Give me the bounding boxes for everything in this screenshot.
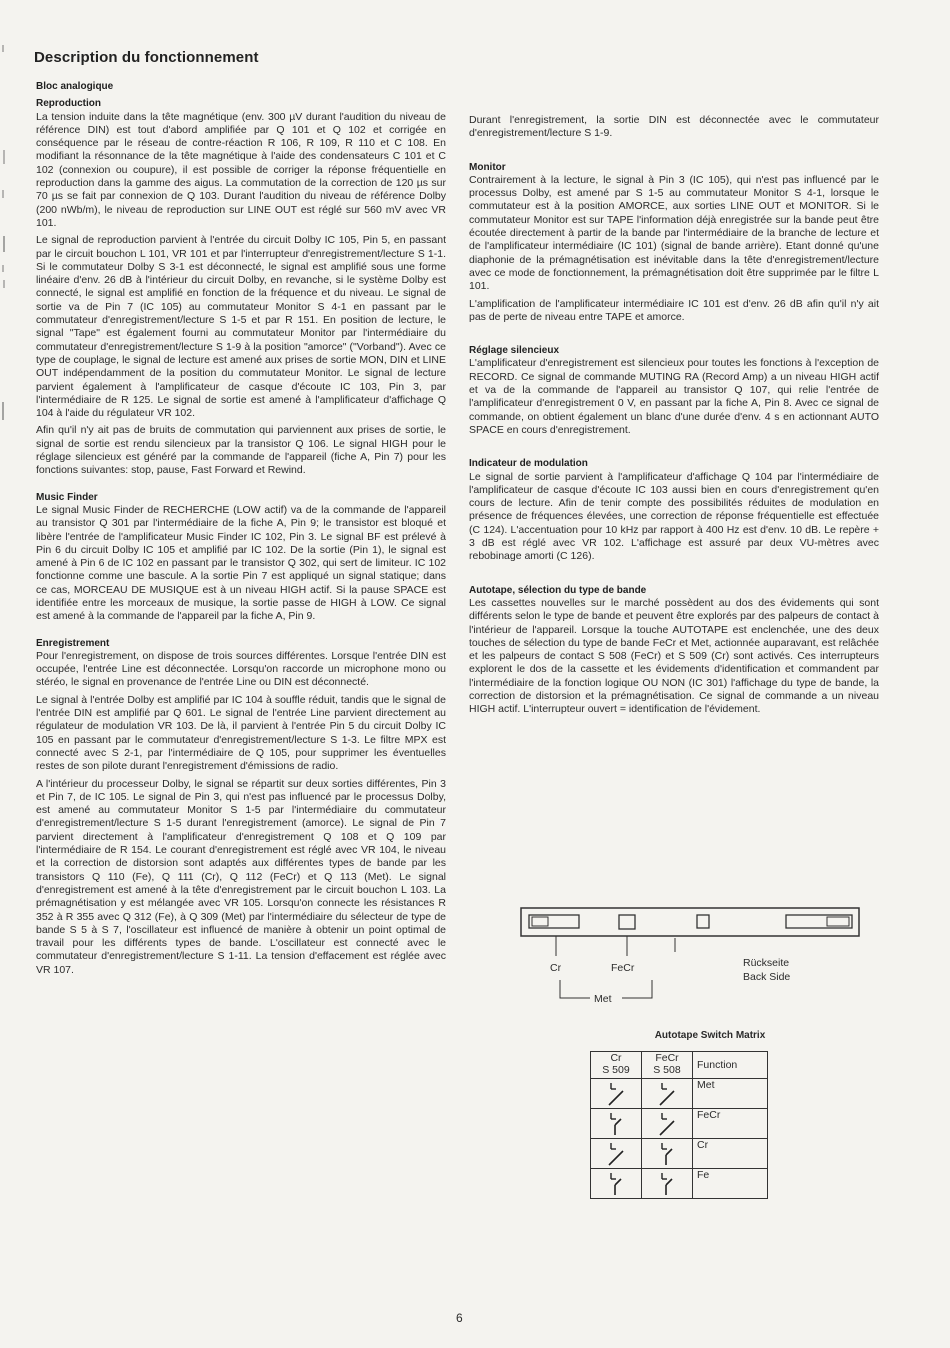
page-number: 6 (456, 1311, 463, 1325)
section-heading-autotape: Autotape, sélection du type de bande (469, 584, 647, 596)
switch-closed-icon (591, 1079, 642, 1109)
header-s509: Cr S 509 (591, 1052, 642, 1079)
switch-open-icon (642, 1169, 693, 1199)
page-title: Description du fonctionnement (34, 49, 259, 66)
header-s508: FeCr S 508 (642, 1052, 693, 1079)
function-cell: Met (693, 1079, 768, 1109)
section-heading-bloc: Bloc analogique (36, 81, 114, 92)
table-row (591, 1169, 768, 1199)
switch-open-icon (591, 1109, 642, 1139)
section-heading-reglage: Réglage silencieux (469, 345, 560, 357)
cassette-diagram-svg (516, 898, 876, 1018)
section-heading-music-finder: Music Finder (36, 491, 98, 503)
function-cell: Cr (693, 1139, 768, 1169)
paragraph: Contrairement à la lecture, le signal à Pin 3 (IC 105), qui n'est pas influencé par le processus Dolby, est amené par S 1-5 au commutateur Monitor S 4-1, lorsque le commutateur est à la position AMORCE, aux sorties LINE OUT et MONITOR. Si le commutateur Monitor est sur TAPE l'information déjà enregistrée sur la bande peut être écoutée directement à partir de la bande par l'intermédiaire de la branche de lecture et de l'amplificateur intermédiaire (IC 101) (signal de bande arrière). Etant donné qu'une diaphonie de la prémagnétisation est inévitable dans la tête d'enregistrement/lecture avec ce mode de fonctionnement, la prémagnétisation doit être supprimée par le filtre L 101. (469, 173, 879, 293)
right-column (469, 114, 879, 721)
autotape-switch-matrix (590, 1030, 830, 1199)
cr-notch (532, 917, 548, 926)
section-heading-indicateur: Indicateur de modulation (469, 458, 588, 470)
switch-open-icon (642, 1139, 693, 1169)
paragraph: Les cassettes nouvelles sur le marché possèdent au dos des évidements qui sont différents selon le type de bande et peuvent être explorés par des palpeurs de contact à l'intérieur de l'appareil. Lorsque la touche AUTOTAPE est enclenchée, une des deux touches de sélection du type de bande FeCr et Met, actionnée auparavant, est relâchée et les palpeurs de contact S 508 (FeCr) et S 509 (Cr) sont activés. Ces interrupteurs explorent le dos de la cassette et les évidements d'identification et commandent par l'intermédiaire de la fonction logique OU NON (IC 301) l'affichage du type de bande, la correction de distorsion et la prémagnétisation. Ce signal de commande a un niveau HIGH actif. L'interrupteur ouvert = identification de l'évidement. (469, 596, 879, 716)
paragraph: Le signal de reproduction parvient à l'entrée du circuit Dolby IC 105, Pin 5, en passant par le circuit bouchon L 101, VR 101 et par l'interrupteur d'enregistrement/lecture S 1-1. Si le commutateur Dolby S 3-1 est déconnecté, le signal est amplifié sous une forme linéaire d'env. 26 dB à l'intérieur du circuit Dolby, en revanche, si le système Dolby est connecté, le signal est amplifié en fonction de la fréquence et du niveau. Le signal de sortie va de Pin 7 (IC 105) au commutateur Monitor S 4-1 en passant par le commutateur d'enregistrement/lecture S 1-5 et par R 151. En position de lecture, le signal "Tape" est également fourni au commutateur Monitor par l'intermédiaire du commutateur d'enregistrement/lecture S 1-9 à la position "amorce" ("Vorband"). Avec ce type de couplage, le signal de lecture est amené aux prises de sortie MON, DIN et LINE OUT indépendamment de la position du commutateur Monitor. Le signal de lecture parvient également à l'amplificateur de casque d'écoute IC 103, Pin 3, par l'intermédiaire de R 125. Le signal de sortie est amené à l'amplificateur d'affichage Q 104 à l'aide du régulateur VR 102. (36, 234, 446, 420)
label-cr: Cr (550, 962, 562, 974)
met-bracket-left (560, 980, 590, 998)
switch-matrix-table (590, 1051, 768, 1199)
scan-margin-marks (0, 40, 8, 440)
label-back-side: Back Side (743, 971, 791, 983)
section-heading-enregistrement: Enregistrement (36, 637, 110, 649)
switch-closed-icon (642, 1109, 693, 1139)
function-cell: Fe (693, 1169, 768, 1199)
switch-closed-icon (642, 1079, 693, 1109)
met-notch (697, 915, 709, 928)
label-fecr: FeCr (611, 962, 635, 974)
table-row (591, 1109, 768, 1139)
fecr-notch (619, 915, 635, 929)
switch-open-icon (591, 1169, 642, 1199)
section-heading-monitor: Monitor (469, 161, 506, 173)
left-column (36, 80, 446, 981)
matrix-title: Autotape Switch Matrix (654, 1030, 766, 1041)
paragraph: Le signal à l'entrée Dolby est amplifié par IC 104 à souffle réduit, tandis que le signal de l'entrée DIN est amplifié par Q 601. Le signal de l'entrée Line parvient directement au régulateur de modulation VR 103. De là, il parvient à l'entrée Pin 5 du circuit Dolby IC 105 en passant par le commutateur d'enregistrement/lecture S 1-3. Le filtre MPX est connecté avec S 2-1, par l'intermédiaire de Q 105, pour supprimer les éventuelles restes de son pilote durant l'enregistrement d'émissions de radio. (36, 693, 446, 773)
switch-closed-icon (591, 1139, 642, 1169)
cassette-window-tab (827, 917, 849, 926)
label-rueckseite: Rückseite (743, 957, 790, 969)
label-met: Met (594, 993, 612, 1005)
section-heading-reproduction: Reproduction (36, 98, 101, 110)
paragraph: Le signal de sortie parvient à l'amplificateur d'affichage Q 104 par l'intermédiaire de l'amplificateur de casque d'écoute IC 103 aussi bien en cours d'enregistrement qu'en cours de lecture. Afin de tenir compte des possibilités réduites de modulation en présence de fréquences élevées, une correction de réponse fréquentielle est effectuée (C 124). L'accentuation pour 10 kHz par rapport à 400 Hz est d'env. 10 dB. Le repère + 3 dB est réglé avec VR 102. L'affichage est assuré par deux VU-mètres avec rebobinage amorti (C 126). (469, 470, 879, 563)
paragraph: L'amplification de l'amplificateur intermédiaire IC 101 est d'env. 26 dB afin qu'il n'y ait pas de perte de niveau entre TAPE et amorce. (469, 297, 879, 323)
paragraph: Le signal Music Finder de RECHERCHE (LOW actif) va de la commande de l'appareil au transistor Q 301 par l'intermédiaire de la fiche A, Pin 9; le transistor est bloqué et libère l'entrée de l'amplificateur Music Finder IC 102, Pin 3. Le signal BF est prélevé à Pin 6 du circuit Dolby IC 105 et amplifié par IC 102. De la sortie (Pin 1), le signal est amené à Pin 6 de IC 102 en passant par le transistor Q 302, qui sert de limiteur. IC 102 fonctionne comme une bascule. A la sortie Pin 7 est appliqué un signal statique; dans ce cas, MORCEAU DE MUSIQUE est à un niveau HIGH actif. Si la pause SPACE est identifiée entre les morceaux de musique, la sortie passe de HIGH à LOW. Ce signal est amené à la commande de l'appareil par la fiche A, Pin 9. (36, 503, 446, 623)
paragraph: Afin qu'il n'y ait pas de bruits de commutation qui parviennent aux prises de sortie, le signal de sortie est rendu silencieux par la transistor Q 106. Le signal HIGH pour le réglage silencieux est généré par la commande de l'appareil (fiche A, Pin 7) pour les fonctions suivantes: stop, pause, Fast Forward et Rewind. (36, 424, 446, 477)
header-function: Function (693, 1052, 768, 1079)
met-bracket-right (622, 980, 652, 998)
table-row (591, 1079, 768, 1109)
paragraph: Pour l'enregistrement, on dispose de trois sources différentes. Lorsque l'entrée DIN est occupée, l'entrée Line est déconnectée. Lorsqu'on raccorde un microphone mono ou stéréo, le signal en provenance de l'entrée Line ou DIN est déconnecté. (36, 649, 446, 689)
paragraph: La tension induite dans la tête magnétique (env. 300 µV durant l'audition du niveau de référence DIN) est tout d'abord amplifiée par Q 101 et Q 102 et corrigée en conséquence par le réseau de contre-réaction R 106, R 109, R 110 et C 108. En modifiant la résonnance de la tête magnétique à l'aide des condensateurs C 101 et C 102 (connexion ou coupure), il est possible de corriger la réponse fréquentielle en reproduction dans la gamme des aigus. La commutation de la correction de 120 µs sur 70 µs se fait par connexion de Q 103. Durant l'audition du niveau de référence Dolby (200 nWb/m), le niveau de reproduction sur LINE OUT est réglé sur 560 mV avec VR 101. (36, 110, 446, 229)
paragraph: Durant l'enregistrement, la sortie DIN est déconnectée avec le commutateur d'enregistrement/lecture S 1-9. (469, 114, 879, 140)
cassette-back-diagram (516, 898, 876, 1018)
table-row (591, 1139, 768, 1169)
function-cell: FeCr (693, 1109, 768, 1139)
table-header-row (591, 1052, 768, 1079)
paragraph: A l'intérieur du processeur Dolby, le signal se répartit sur deux sorties différentes, Pin 3 et Pin 7, de IC 105. Le signal de Pin 3, qui n'est pas influencé par le processus Dolby, est amené au commutateur Monitor S 1-5 par l'intermédiaire du commutateur d'enregistrement/lecture S 1-5 durant l'enregistrement (amorce). Le signal de Pin 7 parvient directement à l'amplificateur d'enregistrement Q 108 et Q 109 par l'intermédiaire de R 154. Le courant d'enregistrement est réglé avec VR 104, le niveau et la correction de distorsion sont adaptés aux différentes types de bande par les transistors Q 110 (Fe), Q 111 (Cr), Q 112 (FeCr) et Q 113 (Met). Le signal d'enregistrement est amené à la tête d'enregistrement par le circuit bouchon L 103. La prémagnétisation y est mélangée avec VR 105. Lorsqu'on connecte les résistances R 352 à R 355 avec Q 312 (Fe), à Q 309 (Met) par l'intermédiaire du sélecteur de type de bande S 5 à S 7, l'oscillateur est influencé de manière à obtenir un point optimal de travail pour les différents types de bande. L'oscillateur est connecté avec le commutateur d'enregistrement/lecture S 1-11. La tension d'effacement est réglée avec VR 107. (36, 777, 446, 976)
cassette-outline (521, 908, 859, 936)
paragraph: L'amplificateur d'enregistrement est silencieux pour toutes les fonctions à l'exception de RECORD. Ce signal de commande MUTING RA (Record Amp) a un niveau HIGH actif et va de la commande de l'appareil au transistor Q 107, qui relie l'entrée de l'amplificateur d'enregistrement 0 V, en passant par la fiche A, Pin 8. Avec ce signal de commande, on obtient également un blanc d'une durée d'env. 4 s en actionnant AUTO SPACE en cours d'enregistrement. (469, 357, 879, 436)
